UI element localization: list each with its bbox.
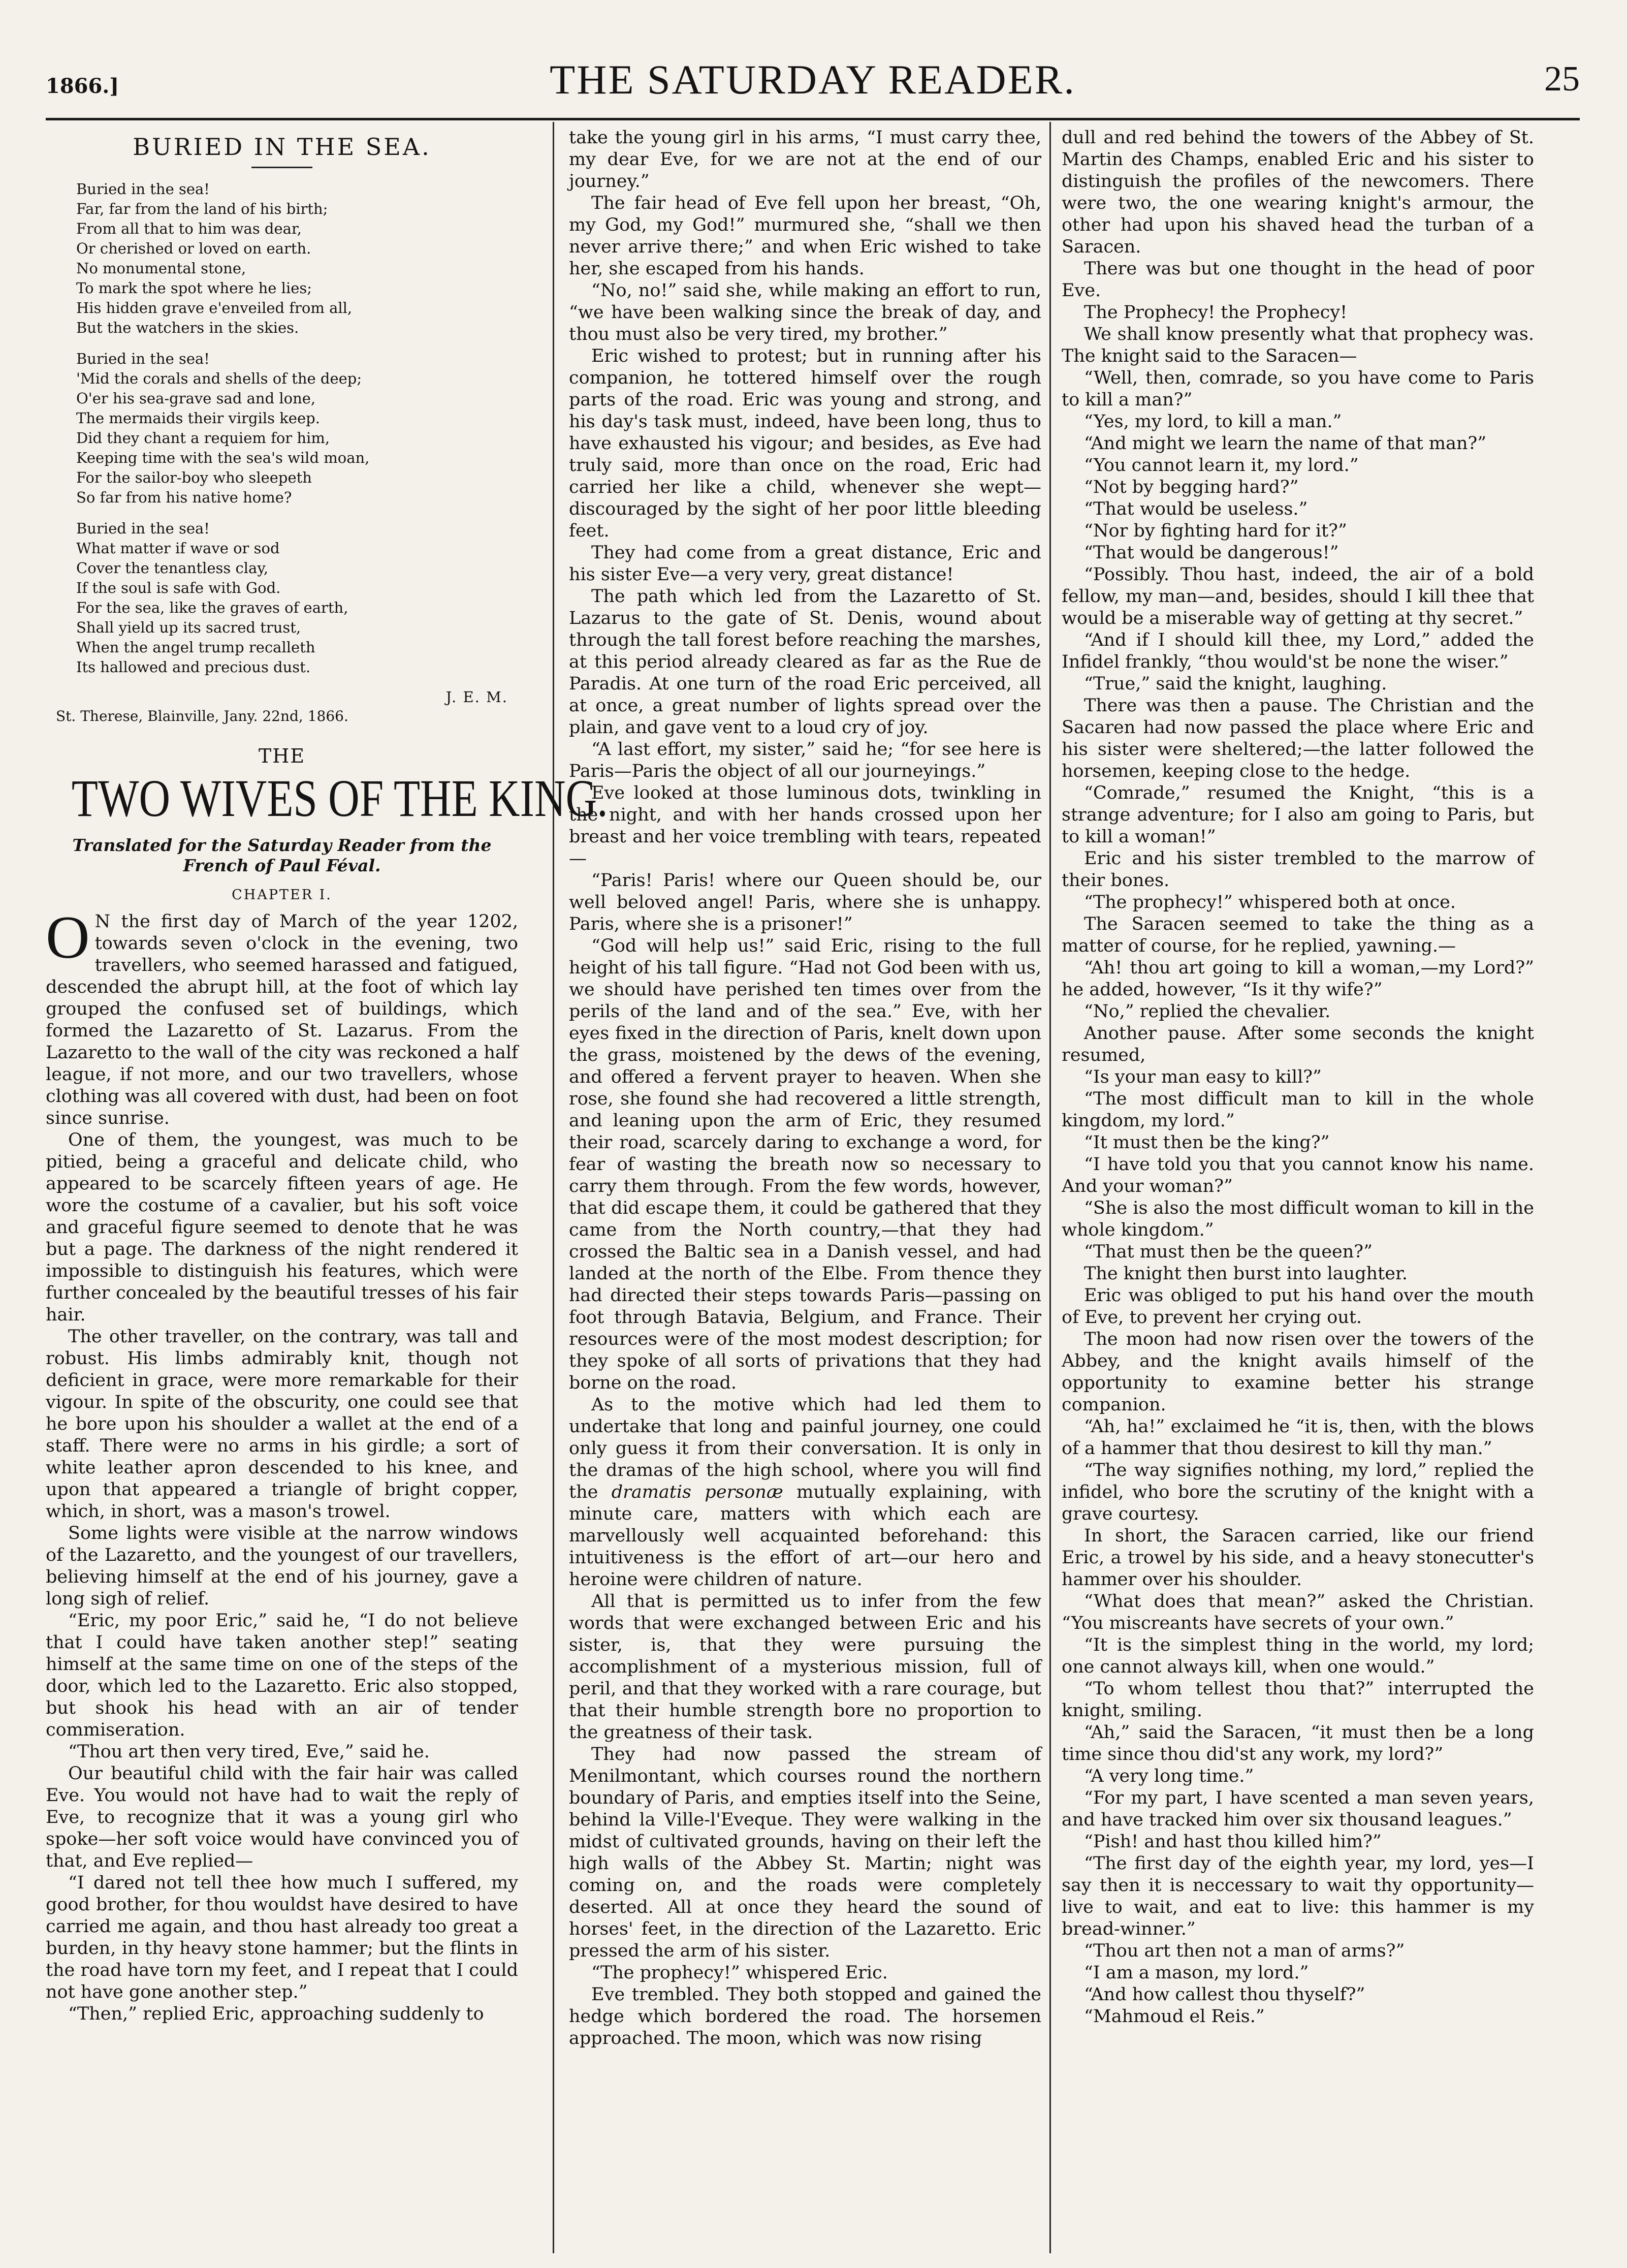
story-paragraph: The Prophecy! the Prophecy! xyxy=(1084,302,1348,323)
story-paragraph: Eric was obliged to put his hand over the mouth of Eve, to prevent her crying out. xyxy=(1062,1285,1534,1328)
poem-line: No monumental stone, xyxy=(76,260,246,277)
story-paragraph: “No,” replied the chevalier. xyxy=(1084,1001,1331,1022)
story-paragraph: “For my part, I have scented a man seven years, and have tracked him over six thousand leagues.” xyxy=(1062,1788,1534,1830)
story-paragraph: They had come from a great distance, Eric and his sister Eve—a very very, great distance! xyxy=(569,543,1041,585)
story-paragraph: “Thou art then not a man of arms?” xyxy=(1084,1941,1405,1961)
story-paragraph: “A last effort, my sister,” said he; “for see here is Paris—Paris the object of all our journeyings.” xyxy=(569,739,1041,781)
poem-line: Keeping time with the sea's wild moan, xyxy=(76,449,370,466)
story-paragraph: “Yes, my lord, to kill a man.” xyxy=(1084,412,1342,432)
story-paragraph: Some lights were visible at the narrow windows of the Lazaretto, and the youngest of our travellers, believing himself at the end of his journey, gave a long sigh of relief. xyxy=(46,1523,518,1609)
story-paragraph: We shall know presently what that prophecy was. The knight said to the Saracen— xyxy=(1062,324,1534,366)
poem-line: What matter if wave or sod xyxy=(76,540,280,557)
story-paragraph: “The prophecy!” whispered Eric. xyxy=(591,1963,888,1983)
story-paragraph: “Comrade,” resumed the Knight, “this is a strange adventure; for I also am going to Paris, but to kill a woman!” xyxy=(1062,783,1534,847)
story-paragraph: “The way signifies nothing, my lord,” replied the infidel, who bore the scrutiny of the knight with a grave courtesy. xyxy=(1062,1460,1534,1524)
story-paragraph: The Saracen seemed to take the thing as a matter of course, for he replied, yawning.— xyxy=(1062,914,1534,956)
story-paragraph: All that is permitted us to infer from the few words that were exchanged between Eric and his sister, is, that they were pursuing the accomplishment of a mysterious mission, full of peril, and that they worked with a rare courage, but that their humble strength bore no proportion to the greatness of their task. xyxy=(569,1591,1041,1743)
poem-line: To mark the spot where he lies; xyxy=(76,279,312,297)
story-paragraph: “God will help us!” said Eric, rising to the full height of his tall figure. “Had not God been with us, we should have perished ten times over from the perils of the land and of the sea.” Eve, with her eyes fixed in the direction of Paris, knelt down upon the grass, moistened by the dews of the evening, and offered a fervent prayer to heaven. When she rose, she found she had recovered a little strength, and leaning upon the arm of Eric, they resumed their road, scarcely daring to exchange a word, for fear of wasting the breath now so necessary to carry them through. From the few words, however, that did escape them, it could be gathered that they came from the North country,—that they had crossed the Baltic sea in a Danish vessel, and had landed at the north of the Elbe. From thence they had directed their steps towards Paris—passing on foot through Batavia, Belgium, and France. Their resources were of the most modest description; for they spoke of all sorts of privations that they had borne on the road. xyxy=(569,936,1041,1393)
publication-title: THE SATURDAY READER. xyxy=(550,56,1076,103)
header-rule xyxy=(46,118,1580,120)
column-2 xyxy=(569,127,1041,2050)
story-paragraph: In short, the Saracen carried, like our friend Eric, a trowel by his side, and a heavy stonecutter's hammer over his shoulder. xyxy=(1062,1526,1534,1590)
story-paragraph: “It must then be the king?” xyxy=(1084,1132,1330,1153)
story-paragraph: “You cannot learn it, my lord.” xyxy=(1084,455,1359,476)
story-paragraph: “Ah! thou art going to kill a woman,—my Lord?” he added, however, “Is it thy wife?” xyxy=(1062,958,1534,1000)
chapter-heading: CHAPTER I. xyxy=(232,887,332,903)
column-1 xyxy=(46,127,608,2025)
story-paragraph: “I am a mason, my lord.” xyxy=(1084,1963,1309,1983)
story-paragraph: dull and red behind the towers of the Abbey of St. Martin des Champs, enabled Eric and his sister to distinguish the profiles of the newcomers. There were two, the one wearing knight's armour, the other had upon his shaved head the turban of a Saracen. xyxy=(1062,128,1534,257)
poem-line: 'Mid the corals and shells of the deep; xyxy=(76,370,362,387)
story-paragraph: “Mahmoud el Reis.” xyxy=(1084,2006,1265,2027)
drop-cap: O xyxy=(46,903,90,971)
poem-stanza xyxy=(76,349,518,508)
story-column-2 xyxy=(569,127,1041,2050)
column-divider xyxy=(553,122,554,2253)
poem-line: His hidden grave e'enveiled from all, xyxy=(76,299,353,317)
poem-line: Did they chant a requiem for him, xyxy=(76,429,330,447)
story-paragraph: “What does that mean?” asked the Christian. “You miscreants have secrets of your own.” xyxy=(1062,1591,1534,1633)
story-subtitle: Translated for the Saturday Reader from the French of Paul Féval. xyxy=(72,835,492,875)
story-paragraph: The fair head of Eve fell upon her breast, “Oh, my God, my God!” murmured she, “shall we then never arrive there;” and when Eric wished to take her, she escaped from his hands. xyxy=(569,193,1041,279)
story-paragraph: “The prophecy!” whispered both at once. xyxy=(1084,892,1456,912)
poem-line: Far, far from the land of his birth; xyxy=(76,200,328,217)
story-paragraph: “Ah,” said the Saracen, “it must then be a long time since thou did'st any work, my lord?” xyxy=(1062,1722,1534,1765)
story-paragraph: “That would be useless.” xyxy=(1084,499,1308,519)
title-rule xyxy=(251,167,312,168)
poem-stanza xyxy=(76,179,518,338)
story-paragraph: “Not by begging hard?” xyxy=(1084,477,1299,497)
poem-line: Or cherished or loved on earth. xyxy=(76,240,311,257)
poem-line: So far from his native home? xyxy=(76,489,292,506)
story-paragraph: There was then a pause. The Christian and the Sacaren had now passed the place where Eric and his sister were sheltered;—the latter followed the horsemen, keeping close to the hedge. xyxy=(1062,696,1534,781)
poem-line: The mermaids their virgils keep. xyxy=(76,410,320,427)
story-paragraph: “Then,” replied Eric, approaching suddenly to xyxy=(68,2004,484,2024)
column-3 xyxy=(1062,127,1534,2028)
story-title: TWO WIVES OF THE KING. xyxy=(71,769,608,828)
story-paragraph: The knight then burst into laughter. xyxy=(1084,1264,1408,1284)
poem-signature: J. E. M. xyxy=(445,688,508,706)
poem-line: Buried in the sea! xyxy=(76,520,210,537)
story-paragraph: Eve looked at those luminous dots, twinkling in the night, and with her hands crossed upon her breast and her voice trembling with tears, repeated— xyxy=(569,783,1041,869)
poem-body xyxy=(46,179,518,677)
story-paragraph: “No, no!” said she, while making an effort to run, “we have been walking since the break of day, and thou must also be very tired, my brother.” xyxy=(569,280,1041,344)
story-paragraph: “True,” said the knight, laughing. xyxy=(1084,674,1387,694)
italic-phrase: dramatis personæ xyxy=(611,1482,783,1502)
story-paragraph: The moon had now risen over the towers of the Abbey, and the knight avails himself of the opportunity to examine better his strange companion. xyxy=(1062,1329,1534,1415)
story-paragraph: “A very long time.” xyxy=(1084,1766,1254,1786)
column-divider xyxy=(1049,122,1051,2253)
story-paragraph: Another pause. After some seconds the knight resumed, xyxy=(1062,1023,1534,1065)
story-paragraph: take the young girl in his arms, “I must carry thee, my dear Eve, for we are not at the end of our journey.” xyxy=(569,128,1041,192)
poem-line: Shall yield up its sacred trust, xyxy=(76,619,301,636)
story-paragraph: “I have told you that you cannot know his name. And your woman?” xyxy=(1062,1154,1534,1196)
story-paragraph: They had now passed the stream of Menilmontant, which courses round the northern boundary of Paris, and empties itself into the Seine, behind la Ville-l'Eveque. They were walking in the midst of cultivated grounds, having on their left the high walls of the Abbey St. Martin; night was coming on, and the roads were completely deserted. All at once they heard the sound of horses' feet, in the direction of the Lazaretto. Eric pressed the arm of his sister. xyxy=(569,1744,1041,1961)
poem-line: But the watchers in the skies. xyxy=(76,319,299,336)
poem-line: O'er his sea-grave sad and lone, xyxy=(76,390,316,407)
story-paragraph: As to the motive which had led them to undertake that long and painful journey, one could only guess it from their conversation. It is only in the dramas of the high school, where you will find the dramatis personæ mutually explaining, with minute care, matters with which each are marvellously well acquainted beforehand: this intuitiveness is the effort of art—our hero and heroine were children of nature. xyxy=(569,1395,1042,1590)
story-paragraph: “She is also the most difficult woman to kill in the whole kingdom.” xyxy=(1062,1198,1534,1240)
story-paragraph: “And might we learn the name of that man?” xyxy=(1084,433,1487,454)
story-column-1 xyxy=(46,903,518,2025)
story-paragraph: The path which led from the Lazaretto of St. Lazarus to the gate of St. Denis, wound about through the tall forest before reaching the marshes, at this period already cleared as far as the Rue de Paradis. At one turn of the road Eric perceived, all at once, a great number of lights spread over the plain, and gave vent to a loud cry of joy. xyxy=(569,586,1041,738)
poem-stanza xyxy=(76,519,518,677)
story-paragraph: Our beautiful child with the fair hair was called Eve. You would not have had to wait the reply of Eve, to recognize that it was a young girl who spoke—her soft voice would have convinced you of that, and Eve replied— xyxy=(46,1763,518,1871)
story-paragraph: The other traveller, on the contrary, was tall and robust. His limbs admirably knit, though not deficient in grace, were more remarkable for their vigour. In spite of the obscurity, one could see that he bore upon his shoulder a wallet at the end of a staff. There were no arms in his girdle; a sort of white leather apron descended to his knee, and upon that appeared a triangle of bright copper, which, in short, was a mason's trowel. xyxy=(46,1327,518,1522)
story-paragraph: “Pish! and hast thou killed him?” xyxy=(1084,1832,1382,1852)
poem-line: Buried in the sea! xyxy=(76,180,210,198)
story-paragraph: There was but one thought in the head of poor Eve. xyxy=(1062,259,1534,301)
story-paragraph: Eve trembled. They both stopped and gained the hedge which bordered the road. The horsemen approached. The moon, which was now rising xyxy=(569,1984,1041,2049)
story-paragraph: “Is your man easy to kill?” xyxy=(1084,1067,1322,1087)
story-paragraph: “Well, then, comrade, so you have come to Paris to kill a man?” xyxy=(1062,368,1534,410)
poem-line: From all that to him was dear, xyxy=(76,220,302,237)
poem-line: Its hallowed and precious dust. xyxy=(76,658,311,676)
poem-line: When the angel trump recalleth xyxy=(76,639,315,656)
story-paragraph: “Paris! Paris! where our Queen should be, our well beloved angel! Paris, where she is unhappy. Paris, where she is a prisoner!” xyxy=(569,870,1041,934)
story-pre-title: THE xyxy=(258,745,306,767)
story-paragraph: “I dared not tell thee how much I suffered, my good brother, for thou wouldst have desired to have carried me again, and thou hast already too great a burden, in thy heavy stone hammer; but the flints in the road have torn my feet, and I repeat that I could not have gone another step.” xyxy=(46,1873,518,2002)
story-column-3 xyxy=(1062,127,1534,2028)
masthead xyxy=(46,56,1580,117)
poem-line: For the sea, like the graves of earth, xyxy=(76,599,348,616)
story-paragraph: Eric and his sister trembled to the marrow of their bones. xyxy=(1062,848,1534,891)
story-paragraph: Eric wished to protest; but in running after his companion, he tottered himself over the rough parts of the road. Eric was young and strong, and his day's task must, indeed, have been long, thus to have exhausted his vigour; and besides, as Eve had truly said, more than once on the road, Eric had carried her like a child, whenever she wept—discouraged by the sight of her poor little bleeding feet. xyxy=(569,346,1041,541)
story-paragraph: “It is the simplest thing in the world, my lord; one cannot always kill, when one would.” xyxy=(1062,1635,1534,1677)
story-paragraph: “The most difficult man to kill in the whole kingdom, my lord.” xyxy=(1062,1089,1534,1131)
story-paragraph: “Ah, ha!” exclaimed he “it is, then, with the blows of a hammer that thou desirest to kill thy man.” xyxy=(1062,1416,1534,1459)
story-paragraph: “That must then be the queen?” xyxy=(1084,1242,1373,1262)
story-paragraph: “Eric, my poor Eric,” said he, “I do not believe that I could have taken another step!” seating himself at the same time on one of the steps of the door, which led to the Lazaretto. Eric also stopped, but shook his head with an air of tender commiseration. xyxy=(46,1611,518,1740)
poem-line: Cover the tenantless clay, xyxy=(76,559,269,577)
story-paragraph xyxy=(46,903,518,1129)
poem-line: For the sailor-boy who sleepeth xyxy=(76,469,312,486)
story-paragraph: “Possibly. Thou hast, indeed, the air of a bold fellow, my man—and, besides, should I kill thee that would be a miserable way of getting at thy secret.” xyxy=(1062,564,1534,628)
story-paragraph: “To whom tellest thou that?” interrupted the knight, smiling. xyxy=(1062,1679,1534,1721)
story-paragraph: “Nor by fighting hard for it?” xyxy=(1084,521,1347,541)
poem-line: If the soul is safe with God. xyxy=(76,579,281,596)
story-paragraph: “And how callest thou thyself?” xyxy=(1084,1984,1365,2005)
story-paragraph: One of them, the youngest, was much to be pitied, being a graceful and delicate child, who appeared to be scarcely fifteen years of age. He wore the costume of a cavalier, but his soft voice and graceful figure seemed to denote that he was but a page. The darkness of the night rendered it impossible to distinguish his features, which were further concealed by the beautiful tresses of his fair hair. xyxy=(46,1130,518,1325)
story-paragraph: “Thou art then very tired, Eve,” said he. xyxy=(68,1742,430,1762)
issue-date: 1866.] xyxy=(46,74,119,98)
poem-line: Buried in the sea! xyxy=(76,350,210,367)
page-number: 25 xyxy=(1544,59,1580,99)
poem-title: BURIED IN THE SEA. xyxy=(133,133,431,161)
poem-dateline: St. Therese, Blainville, Jany. 22nd, 1866. xyxy=(56,708,348,724)
paragraph-text: N the first day of March of the year 1202, towards seven o'clock in the evening, two travellers, who seemed harassed and fatigued, descended the abrupt hill, at the foot of which lay grouped the confused set of buildings, which formed the Lazaretto of St. Lazarus. From the Lazaretto to the wall of the city was reckoned a half league, if not more, and our two travellers, whose clothing was all covered with dust, had been on foot since sunrise. xyxy=(46,911,518,1128)
story-paragraph: “That would be dangerous!” xyxy=(1084,543,1339,563)
story-paragraph: “And if I should kill thee, my Lord,” added the Infidel frankly, “thou would'st be none the wiser.” xyxy=(1062,630,1534,672)
story-paragraph: “The first day of the eighth year, my lord, yes—I say then it is neccessary to wait thy opportunity—live to wait, and eat to live: this hammer is my bread-winner.” xyxy=(1062,1853,1534,1939)
